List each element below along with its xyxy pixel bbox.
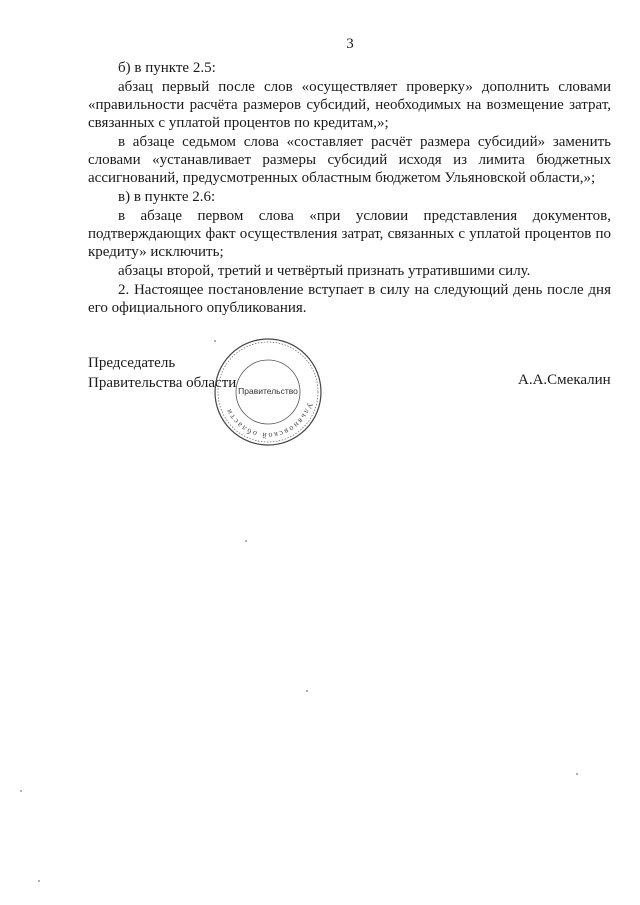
paragraph-first-abzac-2-6: в абзаце первом слова «при условии представления документов, подтверждающих факт осуществления затрат, связанных с уплатой процентов по кредиту» исключить; — [88, 208, 611, 260]
stamp-ring-text: Ульяновской области — [223, 401, 315, 441]
page-number: 3 — [346, 36, 354, 52]
paragraph-invalidate: абзацы второй, третий и четвёртый признать утратившими силу. — [118, 263, 531, 279]
paragraph-seventh-abzac: в абзаце седьмом слова «составляет расчёт размера субсидий» заменить словами «устанавливает размеры субсидий исходя из лимита бюджетных ассигнований, предусмотренных областным бюджетом Ульяновской области,»; — [88, 134, 611, 186]
signatory-title-line2: Правительства области — [88, 375, 237, 391]
paragraph-first-abzac: абзац первый после слов «осуществляет проверку» дополнить словами «правильности расчёта размеров субсидий, необходимых на возмещение затрат, связанных с уплатой процентов по кредитам,»; — [88, 79, 611, 131]
paragraph-item-v: в) в пункте 2.6: — [118, 189, 216, 205]
document-body — [88, 59, 611, 318]
stamp-center-text: Правительство — [238, 386, 298, 396]
paragraph-effective-date: 2. Настоящее постановление вступает в силу на следующий день после дня его официального опубликования. — [88, 282, 611, 316]
paragraph-item-b: б) в пункте 2.5: — [118, 60, 216, 76]
signatory-title-line1: Председатель — [88, 355, 176, 371]
signatory-name: А.А.Смекалин — [518, 372, 611, 388]
official-stamp — [212, 336, 324, 448]
